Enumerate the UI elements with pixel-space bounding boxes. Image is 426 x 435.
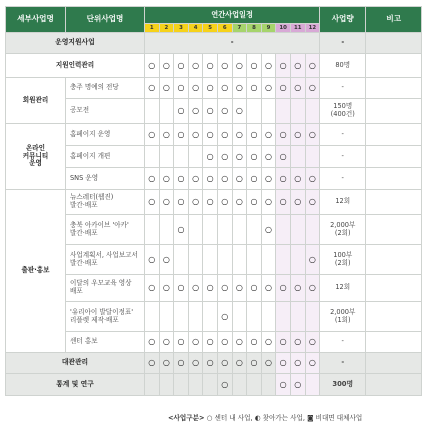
- row-amount: -: [320, 353, 366, 374]
- schedule-mark-month-2: ○: [159, 78, 174, 99]
- row-name: 뉴스레터(웹진) 발간·배포: [66, 190, 145, 215]
- row-name: 홈페이지 운영: [66, 124, 145, 146]
- table-row: [6, 374, 422, 396]
- schedule-mark-month-12: ○: [305, 78, 320, 99]
- row-note: [366, 215, 422, 245]
- schedule-mark-month-1: [145, 99, 160, 124]
- schedule-mark-month-4: [188, 146, 203, 168]
- schedule-mark-month-2: ○: [159, 54, 174, 78]
- schedule-mark-month-5: ○: [203, 168, 218, 190]
- schedule-mark-month-4: ○: [188, 275, 203, 302]
- schedule-mark-month-2: [159, 99, 174, 124]
- schedule-mark-month-11: ○: [290, 190, 305, 215]
- schedule-mark-month-1: ○: [145, 124, 160, 146]
- table-row: [6, 124, 422, 146]
- schedule-mark-month-9: ○: [261, 168, 276, 190]
- row-name: 충주 명예의 전당: [66, 78, 145, 99]
- schedule-mark-month-8: ○: [247, 78, 262, 99]
- row-name: 센터 홍보: [66, 332, 145, 353]
- schedule-mark-month-7: [232, 374, 247, 396]
- row-note: [366, 245, 422, 275]
- schedule-mark-month-3: [174, 146, 189, 168]
- schedule-mark-month-9: [261, 302, 276, 332]
- schedule-mark-month-8: ○: [247, 332, 262, 353]
- schedule-mark-month-1: ○: [145, 190, 160, 215]
- schedule-mark-month-10: ○: [276, 146, 291, 168]
- row-amount: 12회: [320, 190, 366, 215]
- category-volunteer: 지원인력관리: [6, 54, 145, 78]
- header-annual-schedule: 연간사업일정: [145, 7, 320, 24]
- schedule-mark-month-6: ○: [217, 78, 232, 99]
- schedule-mark-month-4: ○: [188, 99, 203, 124]
- schedule-mark-month-12: ○: [305, 245, 320, 275]
- schedule-mark-month-10: [276, 245, 291, 275]
- schedule-mark-month-8: [247, 302, 262, 332]
- table-row: [6, 168, 422, 190]
- schedule-mark-month-3: ○: [174, 190, 189, 215]
- month-header-11: 11: [290, 24, 305, 33]
- schedule-mark-month-9: [261, 99, 276, 124]
- schedule-mark-month-3: ○: [174, 332, 189, 353]
- schedule-mark-month-9: ○: [261, 190, 276, 215]
- month-header-2: 2: [159, 24, 174, 33]
- table-row: [6, 54, 422, 78]
- schedule-mark-month-3: ○: [174, 99, 189, 124]
- row-amount: -: [320, 124, 366, 146]
- legend-label: <사업구분>: [168, 414, 205, 422]
- schedule-mark-month-11: [290, 215, 305, 245]
- row-note: [366, 146, 422, 168]
- row-amount: 300명: [320, 374, 366, 396]
- schedule-mark-month-12: ○: [305, 275, 320, 302]
- schedule-mark-month-3: [174, 302, 189, 332]
- schedule-mark-month-11: ○: [290, 124, 305, 146]
- row-name: 충북 아카이브 '아카' 발간·배포: [66, 215, 145, 245]
- month-header-12: 12: [305, 24, 320, 33]
- schedule-mark-month-1: ○: [145, 245, 160, 275]
- month-header-9: 9: [261, 24, 276, 33]
- table-row: [6, 78, 422, 99]
- schedule-mark-month-2: ○: [159, 190, 174, 215]
- schedule-mark-month-7: ○: [232, 99, 247, 124]
- month-header-1: 1: [145, 24, 160, 33]
- schedule-mark-month-12: ○: [305, 124, 320, 146]
- schedule-mark-month-12: [305, 99, 320, 124]
- schedule-mark-month-4: [188, 374, 203, 396]
- schedule-mark-month-7: [232, 302, 247, 332]
- schedule-mark-month-5: ○: [203, 190, 218, 215]
- schedule-mark-month-8: ○: [247, 54, 262, 78]
- schedule-mark-month-3: ○: [174, 215, 189, 245]
- schedule-mark-month-11: ○: [290, 78, 305, 99]
- header-unit-project: 단위사업명: [66, 7, 145, 33]
- row-amount: 2,000부 (2회): [320, 215, 366, 245]
- schedule-mark-month-3: ○: [174, 54, 189, 78]
- schedule-mark-month-10: ○: [276, 374, 291, 396]
- schedule-mark-month-10: [276, 215, 291, 245]
- schedule-mark-month-7: ○: [232, 190, 247, 215]
- schedule-mark-month-3: ○: [174, 78, 189, 99]
- row-note: [366, 332, 422, 353]
- schedule-mark-month-2: ○: [159, 124, 174, 146]
- schedule-mark-month-3: [174, 374, 189, 396]
- schedule-mark-month-11: [290, 146, 305, 168]
- schedule-mark-month-9: ○: [261, 332, 276, 353]
- schedule-mark-month-1: ○: [145, 332, 160, 353]
- schedule-mark-month-9: [261, 374, 276, 396]
- annual-schedule-table: [5, 6, 422, 396]
- row-note: [366, 190, 422, 215]
- schedule-mark-month-6: ○: [217, 275, 232, 302]
- table-row: [6, 146, 422, 168]
- month-header-5: 5: [203, 24, 218, 33]
- row-amount: -: [320, 146, 366, 168]
- schedule-mark-month-1: [145, 302, 160, 332]
- schedule-mark-month-5: ○: [203, 332, 218, 353]
- table-row: [6, 332, 422, 353]
- category-statistics: 통계 및 연구: [6, 374, 145, 396]
- schedule-mark-month-12: ○: [305, 190, 320, 215]
- row-note: [366, 374, 422, 396]
- schedule-mark-month-8: ○: [247, 146, 262, 168]
- schedule-mark-month-2: ○: [159, 168, 174, 190]
- row-amount: -: [320, 78, 366, 99]
- schedule-mark-month-11: ○: [290, 332, 305, 353]
- schedule-mark-month-11: ○: [290, 54, 305, 78]
- category-online-community: 온라인 커뮤니티 운영: [6, 124, 66, 190]
- header-detail-project: 세부사업명: [6, 7, 66, 33]
- schedule-mark-month-12: ○: [305, 332, 320, 353]
- row-name: 사업계획서, 사업보고서 발간·배포: [66, 245, 145, 275]
- month-header-10: 10: [276, 24, 291, 33]
- schedule-mark-month-1: ○: [145, 275, 160, 302]
- schedule-mark-month-5: [203, 374, 218, 396]
- month-header-6: 6: [217, 24, 232, 33]
- table-row: [6, 275, 422, 302]
- schedule-mark-month-4: ○: [188, 190, 203, 215]
- schedule-mark-month-2: [159, 146, 174, 168]
- month-header-3: 3: [174, 24, 189, 33]
- schedule-mark-month-2: ○: [159, 332, 174, 353]
- row-amount: 80명: [320, 54, 366, 78]
- row-name: 홈페이지 개편: [66, 146, 145, 168]
- schedule-mark-month-12: [305, 302, 320, 332]
- schedule-mark-month-2: [159, 215, 174, 245]
- schedule-mark-month-11: [290, 99, 305, 124]
- legend: [168, 412, 362, 422]
- row-note: [366, 302, 422, 332]
- table-row: [6, 215, 422, 245]
- schedule-mark-month-3: ○: [174, 168, 189, 190]
- schedule-mark-month-4: [188, 302, 203, 332]
- schedule-mark-month-9: ○: [261, 78, 276, 99]
- schedule-mark-month-10: ○: [276, 168, 291, 190]
- schedule-mark-month-2: ○: [159, 353, 174, 374]
- category-membership: 회원관리: [6, 78, 66, 124]
- section-operation-title: 운영지원사업: [6, 33, 145, 54]
- section-operation-note: [366, 33, 422, 54]
- schedule-mark-month-8: [247, 215, 262, 245]
- row-note: [366, 54, 422, 78]
- schedule-mark-month-8: ○: [247, 190, 262, 215]
- row-note: [366, 78, 422, 99]
- schedule-mark-month-1: ○: [145, 78, 160, 99]
- schedule-mark-month-4: [188, 215, 203, 245]
- schedule-mark-month-12: ○: [305, 168, 320, 190]
- legend-items: ○ 센터 내 사업, ◐ 찾아가는 사업, ◙ 비대면 대체사업: [206, 414, 363, 422]
- row-note: [366, 124, 422, 146]
- schedule-mark-month-10: ○: [276, 54, 291, 78]
- schedule-mark-month-7: ○: [232, 146, 247, 168]
- row-note: [366, 275, 422, 302]
- schedule-mark-month-5: ○: [203, 124, 218, 146]
- row-amount: -: [320, 168, 366, 190]
- schedule-mark-month-11: ○: [290, 374, 305, 396]
- row-amount: 2,000부 (1회): [320, 302, 366, 332]
- schedule-mark-month-12: [305, 215, 320, 245]
- row-amount: -: [320, 332, 366, 353]
- schedule-mark-month-5: ○: [203, 54, 218, 78]
- schedule-mark-month-12: [305, 146, 320, 168]
- schedule-mark-month-10: ○: [276, 275, 291, 302]
- schedule-mark-month-10: ○: [276, 353, 291, 374]
- schedule-mark-month-10: [276, 99, 291, 124]
- schedule-mark-month-3: ○: [174, 353, 189, 374]
- schedule-mark-month-9: ○: [261, 146, 276, 168]
- schedule-mark-month-12: [305, 374, 320, 396]
- schedule-mark-month-6: ○: [217, 168, 232, 190]
- schedule-mark-month-5: ○: [203, 353, 218, 374]
- row-amount: 100부 (2회): [320, 245, 366, 275]
- schedule-mark-month-12: ○: [305, 353, 320, 374]
- schedule-mark-month-6: ○: [217, 124, 232, 146]
- schedule-mark-month-1: ○: [145, 54, 160, 78]
- header-amount: 사업량: [320, 7, 366, 33]
- row-note: [366, 168, 422, 190]
- schedule-mark-month-7: ○: [232, 124, 247, 146]
- row-note: [366, 99, 422, 124]
- schedule-mark-month-7: [232, 215, 247, 245]
- schedule-mark-month-9: ○: [261, 275, 276, 302]
- table-row: [6, 245, 422, 275]
- schedule-mark-month-8: ○: [247, 124, 262, 146]
- schedule-mark-month-8: [247, 99, 262, 124]
- schedule-mark-month-5: [203, 215, 218, 245]
- schedule-mark-month-3: ○: [174, 275, 189, 302]
- schedule-mark-month-7: ○: [232, 332, 247, 353]
- schedule-mark-month-10: ○: [276, 190, 291, 215]
- schedule-mark-month-12: ○: [305, 54, 320, 78]
- schedule-mark-month-6: ○: [217, 374, 232, 396]
- section-operation-schedule: -: [145, 33, 320, 54]
- schedule-mark-month-10: ○: [276, 124, 291, 146]
- schedule-mark-month-7: ○: [232, 54, 247, 78]
- schedule-mark-month-8: ○: [247, 168, 262, 190]
- row-amount: 150명 (400건): [320, 99, 366, 124]
- schedule-mark-month-6: ○: [217, 99, 232, 124]
- schedule-mark-month-3: ○: [174, 124, 189, 146]
- table-row: [6, 302, 422, 332]
- schedule-mark-month-10: ○: [276, 78, 291, 99]
- schedule-mark-month-6: [217, 245, 232, 275]
- header-note: 비고: [366, 7, 422, 33]
- schedule-mark-month-9: ○: [261, 124, 276, 146]
- row-name: 공모전: [66, 99, 145, 124]
- schedule-mark-month-5: ○: [203, 275, 218, 302]
- schedule-mark-month-6: ○: [217, 54, 232, 78]
- category-external-rental: 대관관리: [6, 353, 145, 374]
- schedule-mark-month-4: ○: [188, 168, 203, 190]
- schedule-mark-month-9: ○: [261, 353, 276, 374]
- schedule-mark-month-7: ○: [232, 353, 247, 374]
- schedule-mark-month-11: ○: [290, 168, 305, 190]
- schedule-mark-month-7: ○: [232, 168, 247, 190]
- schedule-mark-month-1: [145, 146, 160, 168]
- schedule-mark-month-4: ○: [188, 353, 203, 374]
- category-publishing: 출판·홍보: [6, 190, 66, 353]
- schedule-mark-month-8: [247, 374, 262, 396]
- row-amount: 12회: [320, 275, 366, 302]
- schedule-mark-month-3: [174, 245, 189, 275]
- schedule-mark-month-9: ○: [261, 215, 276, 245]
- schedule-mark-month-5: ○: [203, 99, 218, 124]
- schedule-mark-month-7: [232, 245, 247, 275]
- schedule-mark-month-11: [290, 302, 305, 332]
- schedule-mark-month-1: [145, 215, 160, 245]
- schedule-mark-month-5: ○: [203, 146, 218, 168]
- schedule-mark-month-10: ○: [276, 332, 291, 353]
- row-name: 이달의 우모교육 영상 배포: [66, 275, 145, 302]
- row-note: [366, 353, 422, 374]
- schedule-mark-month-1: ○: [145, 353, 160, 374]
- schedule-mark-month-7: ○: [232, 275, 247, 302]
- schedule-mark-month-5: [203, 302, 218, 332]
- schedule-mark-month-9: [261, 245, 276, 275]
- schedule-mark-month-1: ○: [145, 168, 160, 190]
- schedule-mark-month-2: ○: [159, 245, 174, 275]
- schedule-mark-month-11: ○: [290, 353, 305, 374]
- schedule-mark-month-8: [247, 245, 262, 275]
- schedule-mark-month-6: ○: [217, 353, 232, 374]
- table-row: [6, 353, 422, 374]
- schedule-mark-month-6: ○: [217, 190, 232, 215]
- schedule-mark-month-2: [159, 302, 174, 332]
- schedule-mark-month-4: ○: [188, 332, 203, 353]
- row-name: SNS 운영: [66, 168, 145, 190]
- table-row: [6, 190, 422, 215]
- schedule-mark-month-4: [188, 245, 203, 275]
- schedule-mark-month-7: ○: [232, 78, 247, 99]
- schedule-mark-month-4: ○: [188, 78, 203, 99]
- schedule-mark-month-4: ○: [188, 54, 203, 78]
- schedule-mark-month-6: [217, 215, 232, 245]
- schedule-mark-month-11: [290, 245, 305, 275]
- row-name: '유리아이 발달이정표' 리플렛 제작·배포: [66, 302, 145, 332]
- schedule-mark-month-9: ○: [261, 54, 276, 78]
- schedule-mark-month-6: ○: [217, 302, 232, 332]
- schedule-mark-month-1: [145, 374, 160, 396]
- table-row: [6, 99, 422, 124]
- schedule-mark-month-2: ○: [159, 275, 174, 302]
- month-header-4: 4: [188, 24, 203, 33]
- schedule-mark-month-8: ○: [247, 275, 262, 302]
- schedule-mark-month-10: [276, 302, 291, 332]
- schedule-mark-month-6: ○: [217, 146, 232, 168]
- schedule-mark-month-2: [159, 374, 174, 396]
- schedule-mark-month-8: ○: [247, 353, 262, 374]
- month-header-8: 8: [247, 24, 262, 33]
- schedule-mark-month-5: [203, 245, 218, 275]
- schedule-mark-month-6: ○: [217, 332, 232, 353]
- schedule-mark-month-11: ○: [290, 275, 305, 302]
- schedule-mark-month-4: ○: [188, 124, 203, 146]
- month-header-7: 7: [232, 24, 247, 33]
- schedule-mark-month-5: ○: [203, 78, 218, 99]
- section-operation-amount: -: [320, 33, 366, 54]
